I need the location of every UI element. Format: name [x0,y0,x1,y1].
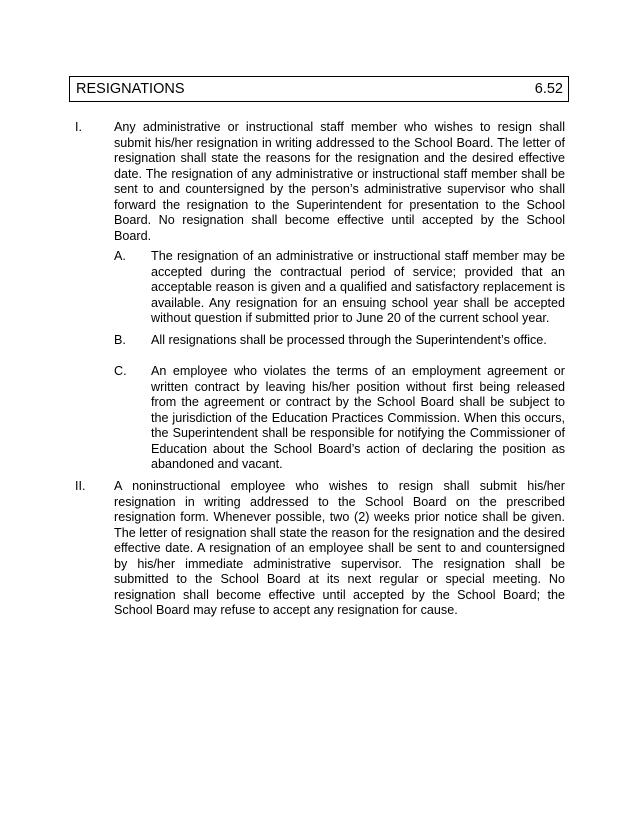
subsection-a-text: The resignation of an administrative or instructional staff member may be accepted during the contractual period of service; provided that an acceptable reason is given and a qualified and satisfactory replacement is available. Any resignation for an ensuing school year shall be accepted without question if submitted prior to June 20 of the current school year. [151,249,565,325]
section-numeral-i: I. [75,120,82,134]
subsection-letter-a: A. [114,249,126,263]
policy-header [69,76,569,102]
section-numeral-ii: II. [75,479,86,493]
subsection-c-text: An employee who violates the terms of an employment agreement or written contract by leaving his/her position without first being released from the agreement or contract by the School Board shall be subject to the jurisdiction of the Education Practices Commission. When this occurs, the Superintendent shall be responsible for notifying the Commissioner of Education about the School Board’s action of declaring the position as abandoned and vacant. [151,364,565,471]
policy-title: RESIGNATIONS [76,81,185,97]
policy-code: 6.52 [534,81,563,97]
subsection-b-text: All resignations shall be processed through the Superintendent’s office. [151,333,547,347]
section-ii-text: A noninstructional employee who wishes to resign shall submit his/her resignation in writing addressed to the School Board on the prescribed resignation form. Whenever possible, two (2) weeks prior notice shall be given. The letter of resignation shall state the reason for the resignation and the desired effective date. A resignation of an employee shall be sent to and countersigned by his/her immediate administrative supervisor. The resignation shall be submitted to the School Board at its next regular or special meeting. No resignation shall become effective until accepted by the School Board; the School Board may refuse to accept any resignation for cause. [114,479,565,617]
subsection-letter-b: B. [114,333,126,347]
subsection-letter-c: C. [114,364,127,378]
section-i-text: Any administrative or instructional staff member who wishes to resign shall submit his/her resignation in writing addressed to the School Board. The letter of resignation shall state the reasons for the resignation and the desired effective date. The resignation of any administrative or instructional staff member shall be sent to and countersigned by the person’s administrative supervisor who shall forward the resignation to the Superintendent for presentation to the School Board. No resignation shall become effective until accepted by the School Board. [114,120,565,243]
